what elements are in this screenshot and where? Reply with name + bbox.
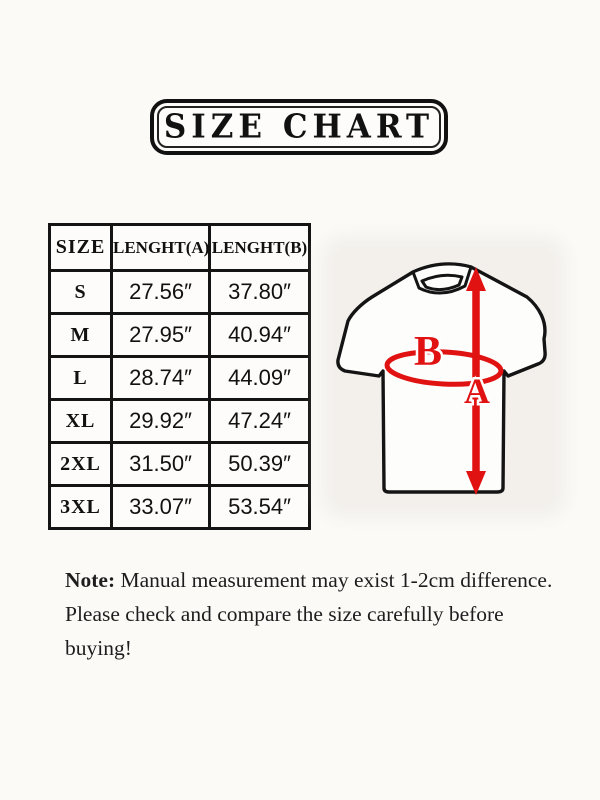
measurement-value: 29.92″ [112, 400, 210, 443]
measurement-value: 47.24″ [210, 400, 310, 443]
label-b: B [413, 329, 443, 375]
tshirt-diagram [325, 240, 560, 510]
measurement-value: 28.74″ [112, 357, 210, 400]
page-title: SIZE CHART [163, 108, 435, 146]
measurement-value: 53.54″ [210, 486, 310, 529]
title-inner-border [157, 106, 441, 148]
table-body [50, 271, 310, 529]
measurement-value: 50.39″ [210, 443, 310, 486]
note-block [65, 563, 555, 665]
tshirt-outline [338, 264, 545, 492]
size-label: S [50, 271, 112, 314]
label-a: A [464, 371, 490, 411]
note-text-1: Manual measurement may exist 1-2cm difference. [115, 568, 553, 592]
table-row [50, 486, 310, 529]
measurement-value: 37.80″ [210, 271, 310, 314]
table-row [50, 357, 310, 400]
size-label: L [50, 357, 112, 400]
size-label: M [50, 314, 112, 357]
table-row [50, 443, 310, 486]
measurement-value: 27.95″ [112, 314, 210, 357]
size-label: 2XL [50, 443, 112, 486]
table-row [50, 400, 310, 443]
size-chart-table [48, 223, 311, 530]
note-line-2: Please check and compare the size carefully before buying! [65, 602, 504, 660]
table-row [50, 314, 310, 357]
measurement-value: 33.07″ [112, 486, 210, 529]
measurement-value: 31.50″ [112, 443, 210, 486]
column-header: SIZE [50, 225, 112, 271]
column-header: LENGHT(A) [112, 225, 210, 271]
size-label: XL [50, 400, 112, 443]
note-line-1 [65, 563, 555, 597]
table-row [50, 271, 310, 314]
size-label: 3XL [50, 486, 112, 529]
column-header: LENGHT(B) [210, 225, 310, 271]
note-label: Note: [65, 568, 116, 592]
table-header-row [50, 225, 310, 271]
measurement-value: 44.09″ [210, 357, 310, 400]
measurement-value: 27.56″ [112, 271, 210, 314]
collar-opening [422, 275, 462, 289]
size-chart-title-box [150, 99, 448, 155]
measurement-value: 40.94″ [210, 314, 310, 357]
